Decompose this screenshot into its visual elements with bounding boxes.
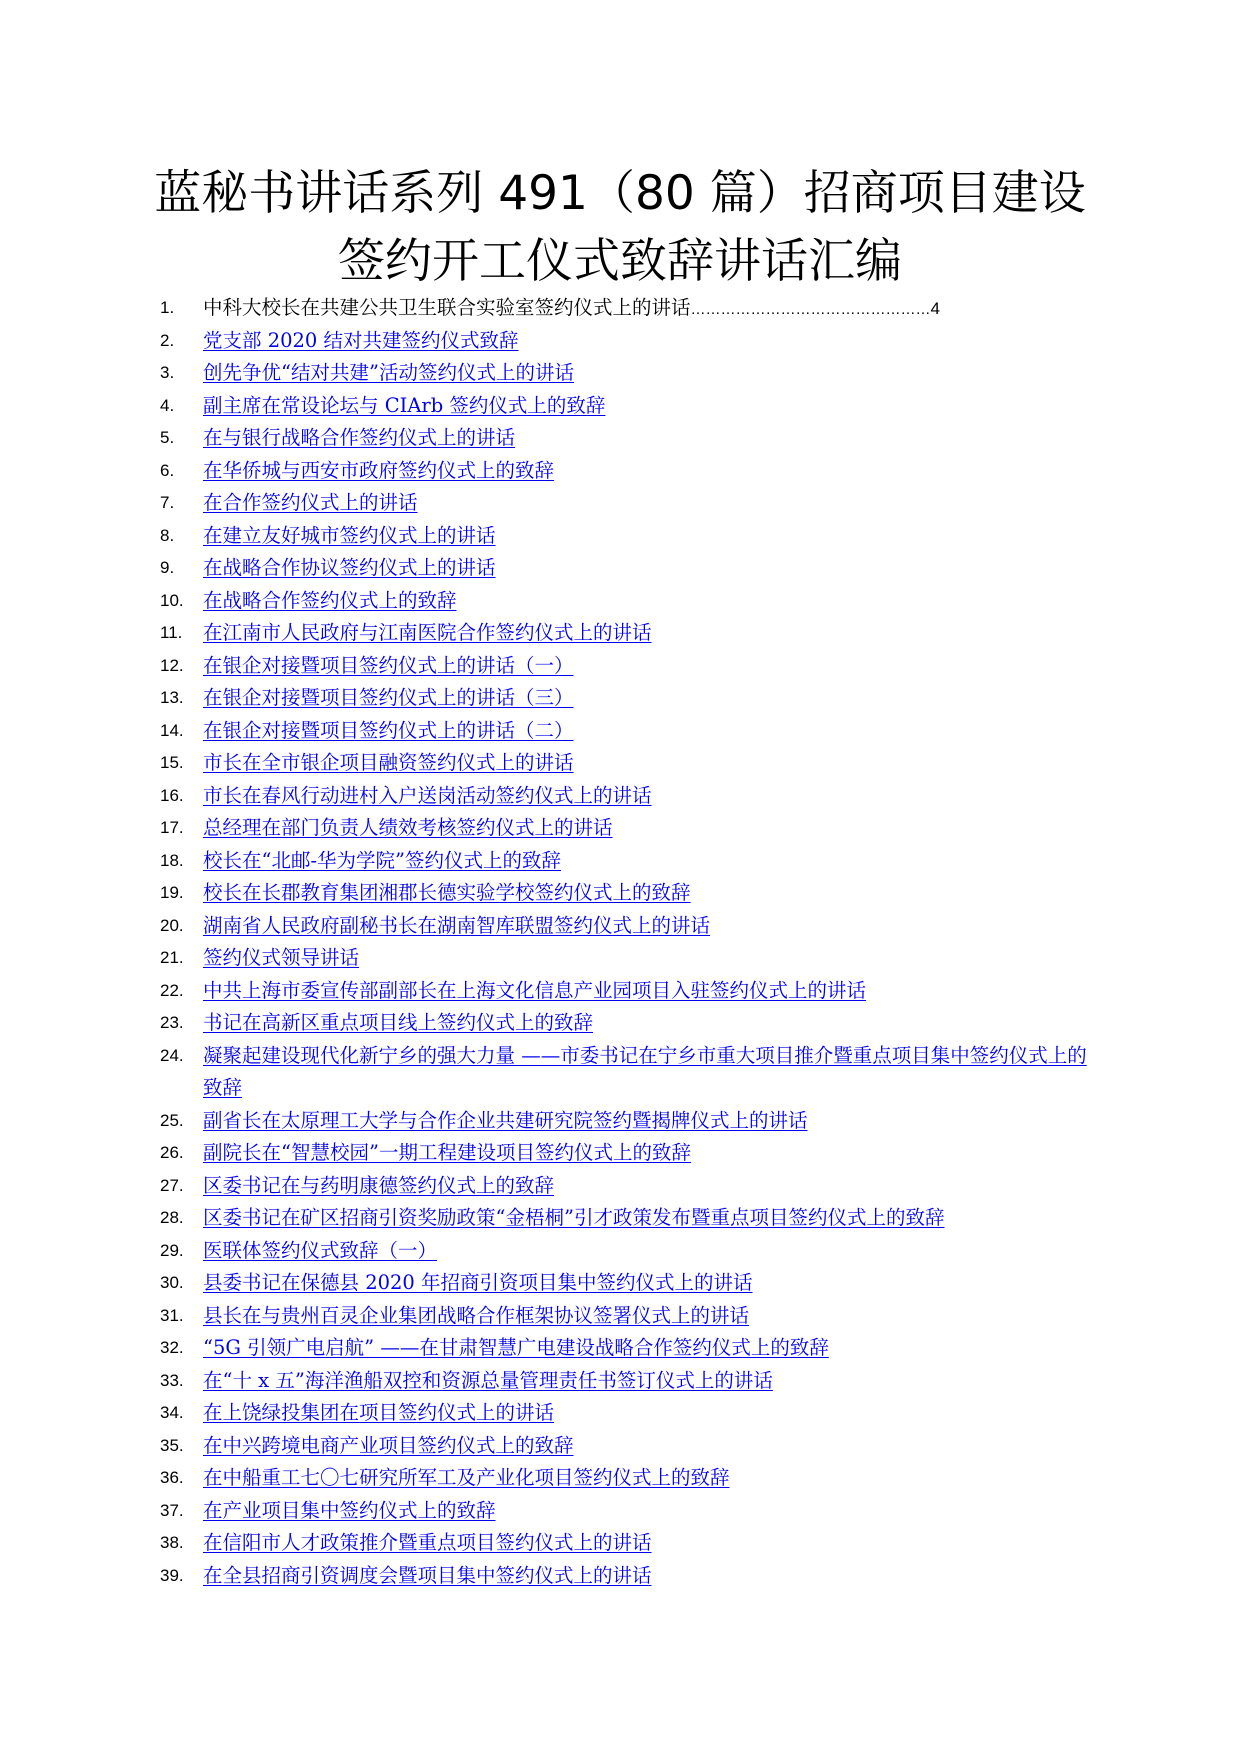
toc-entry [160,910,1100,943]
toc-entry-number: 18. [160,850,184,870]
toc-entry-number: 9. [160,558,175,577]
toc-entry-link[interactable]: 在上饶绿投集团在项目签约仪式上的讲话 [203,1401,555,1424]
toc-entry-link[interactable]: 签约仪式领导讲话 [203,946,360,969]
toc-entry-number: 27. [160,1175,184,1195]
toc-entry [160,455,1100,488]
toc-entry-link[interactable]: 副省长在太原理工大学与合作企业共建研究院签约暨揭牌仪式上的讲话 [203,1108,808,1132]
toc-entry [160,1527,1100,1560]
toc-entry-number: 12. [160,655,184,675]
toc-entry-number: 37. [160,1500,184,1520]
toc-entry-number: 11. [160,623,183,642]
toc-entry-link[interactable]: 党支部 2020 结对共建签约仪式致辞 [203,328,519,352]
toc-entry-link[interactable]: 校长在“北邮-华为学院”签约仪式上的致辞 [203,848,562,872]
toc-entry-link[interactable]: 县长在与贵州百灵企业集团战略合作框架协议签署仪式上的讲话 [203,1303,750,1327]
toc-entry-link[interactable]: 在战略合作协议签约仪式上的讲话 [203,556,496,579]
toc-entry [160,1365,1100,1398]
toc-entry [160,650,1100,683]
toc-entry [160,682,1100,715]
toc-entry-link[interactable]: 在中兴跨境电商产业项目签约仪式上的致辞 [203,1433,574,1457]
toc-entry-number: 35. [160,1435,184,1455]
toc-entry-number: 16. [160,785,184,805]
table-of-contents [160,292,1100,1592]
toc-entry-link[interactable]: 副院长在“智慧校园”一期工程建设项目签约仪式上的致辞 [203,1141,691,1164]
toc-entry [160,325,1100,358]
toc-entry [160,422,1100,455]
toc-entry [160,1040,1100,1105]
toc-entry [160,1007,1100,1040]
toc-entry [160,975,1100,1008]
toc-entry-link[interactable]: 湖南省人民政府副秘书长在湖南智库联盟签约仪式上的讲话 [203,913,711,937]
toc-entry-link[interactable]: 在全县招商引资调度会暨项目集中签约仪式上的讲话 [203,1563,652,1587]
toc-entry-number: 32. [160,1338,184,1357]
toc-entry-number: 21. [160,948,184,967]
toc-entry [160,1430,1100,1463]
toc-entry [160,357,1100,390]
toc-entry-number: 5. [160,428,175,447]
toc-entry-link[interactable]: 在产业项目集中签约仪式上的致辞 [203,1498,496,1522]
toc-entry-link[interactable]: 在华侨城与西安市政府签约仪式上的致辞 [203,458,555,482]
toc-entry [160,390,1100,423]
toc-entry-number: 24. [160,1045,184,1065]
toc-entry-link[interactable]: 在江南市人民政府与江南医院合作签约仪式上的讲话 [203,621,652,644]
toc-entry [160,942,1100,975]
toc-entry-number: 29. [160,1240,184,1260]
toc-entry [160,812,1100,845]
toc-entry-number: 17. [160,818,184,837]
document-title-line-2: 签约开工仪式致辞讲话汇编 [338,234,902,289]
toc-entry [160,1235,1100,1268]
toc-entry-number: 13. [160,688,184,707]
toc-entry-link[interactable]: 书记在高新区重点项目线上签约仪式上的致辞 [203,1011,594,1034]
toc-entry-link[interactable]: 医联体签约仪式致辞（一） [203,1238,438,1262]
toc-entry-link[interactable]: 在“十 x 五”海洋渔船双控和资源总量管理责任书签订仪式上的讲话 [203,1368,773,1392]
toc-entry-number: 14. [160,720,184,740]
toc-entry-link[interactable]: 在银企对接暨项目签约仪式上的讲话（一） [203,653,574,677]
toc-entry-number: 20. [160,915,184,935]
toc-entry-number: 22. [160,980,184,1000]
toc-entry-link[interactable]: 中共上海市委宣传部副部长在上海文化信息产业园项目入驻签约仪式上的讲话 [203,978,867,1002]
toc-entry [160,1332,1100,1365]
toc-entry-link[interactable]: 县委书记在保德县 2020 年招商引资项目集中签约仪式上的讲话 [203,1271,753,1294]
toc-entry-title: 中科大校长在共建公共卫生联合实验室签约仪式上的讲话 [203,296,691,319]
toc-entry-link[interactable]: 总经理在部门负责人绩效考核签约仪式上的讲话 [203,816,613,839]
toc-entry-link[interactable]: 在合作签约仪式上的讲话 [203,491,418,514]
toc-entry-number: 34. [160,1403,184,1422]
toc-entry [160,780,1100,813]
toc-entry-number: 25. [160,1110,184,1130]
toc-entry-number: 30. [160,1273,184,1292]
toc-entry [160,585,1100,618]
toc-entry-link[interactable]: 在银企对接暨项目签约仪式上的讲话（三） [203,686,574,709]
toc-entry [160,845,1100,878]
toc-page-number: 4 [930,299,940,318]
toc-entry [160,715,1100,748]
toc-entry-number: 19. [160,883,184,902]
toc-dot-leader: ………………………………………… [690,301,931,318]
toc-entry [160,617,1100,650]
toc-entry [160,487,1100,520]
toc-entry [160,1105,1100,1138]
toc-entry-link[interactable]: 凝聚起建设现代化新宁乡的强大力量 ——市委书记在宁乡市重大项目推介暨重点项目集中签约仪式上的致辞 [203,1043,1087,1099]
document-title-line-1: 蓝秘书讲话系列 491（80 篇）招商项目建设 [154,166,1086,221]
toc-entry [160,552,1100,585]
toc-entry-link[interactable]: 市长在春风行动进村入户送岗活动签约仪式上的讲话 [203,783,652,807]
toc-entry-number: 10. [160,590,184,610]
toc-entry-link[interactable]: 在银企对接暨项目签约仪式上的讲话（二） [203,718,574,742]
toc-entry-number: 2. [160,330,175,350]
toc-entry [160,1137,1100,1170]
toc-entry [160,1300,1100,1333]
toc-entry-number: 1. [160,298,175,317]
toc-entry [160,1202,1100,1235]
toc-entry [160,1170,1100,1203]
toc-entry-link[interactable]: 副主席在常设论坛与 CIArb 签约仪式上的致辞 [203,393,606,417]
document-title [150,160,1090,296]
toc-entry-link[interactable]: 在与银行战略合作签约仪式上的讲话 [203,426,516,449]
toc-entry-number: 39. [160,1565,184,1585]
toc-entry-number: 36. [160,1468,184,1487]
toc-entry-number: 3. [160,363,175,382]
toc-entry-link[interactable]: 校长在长郡教育集团湘郡长德实验学校签约仪式上的致辞 [203,881,691,904]
toc-entry-number: 38. [160,1533,184,1552]
toc-entry-link[interactable]: 在战略合作签约仪式上的致辞 [203,588,457,612]
toc-entry-link[interactable]: 在建立友好城市签约仪式上的讲话 [203,523,496,547]
toc-entry [160,877,1100,910]
toc-entry-link[interactable]: 在信阳市人才政策推介暨重点项目签约仪式上的讲话 [203,1531,652,1554]
toc-entry [160,1462,1100,1495]
toc-entry-number: 31. [160,1305,184,1325]
toc-entry-number: 23. [160,1013,184,1032]
toc-entry-number: 8. [160,525,175,545]
toc-entry [160,1495,1100,1528]
toc-entry-number: 33. [160,1370,184,1390]
toc-entry-number: 7. [160,493,175,512]
toc-entry-number: 6. [160,460,175,480]
toc-entry-number: 4. [160,395,175,415]
toc-entry-link[interactable]: 市长在全市银企项目融资签约仪式上的讲话 [203,751,574,774]
toc-entry-link[interactable]: 创先争优“结对共建”活动签约仪式上的讲话 [203,361,574,384]
toc-entry-link[interactable]: 区委书记在与药明康德签约仪式上的致辞 [203,1173,555,1197]
toc-entry-first [160,292,1100,325]
toc-entry-number: 15. [160,753,184,772]
toc-entry [160,1560,1100,1593]
toc-entry [160,520,1100,553]
toc-entry [160,747,1100,780]
toc-entry-number: 26. [160,1143,184,1162]
toc-entry-link[interactable]: 区委书记在矿区招商引资奖励政策“金梧桐”引才政策发布暨重点项目签约仪式上的致辞 [203,1206,945,1229]
toc-entry [160,1397,1100,1430]
toc-entry-link[interactable]: 在中船重工七〇七研究所军工及产业化项目签约仪式上的致辞 [203,1466,730,1489]
toc-entry-number: 28. [160,1208,184,1227]
toc-entry [160,1267,1100,1300]
toc-entry-link[interactable]: “5G 引领广电启航” ——在甘肃智慧广电建设战略合作签约仪式上的致辞 [203,1336,829,1359]
